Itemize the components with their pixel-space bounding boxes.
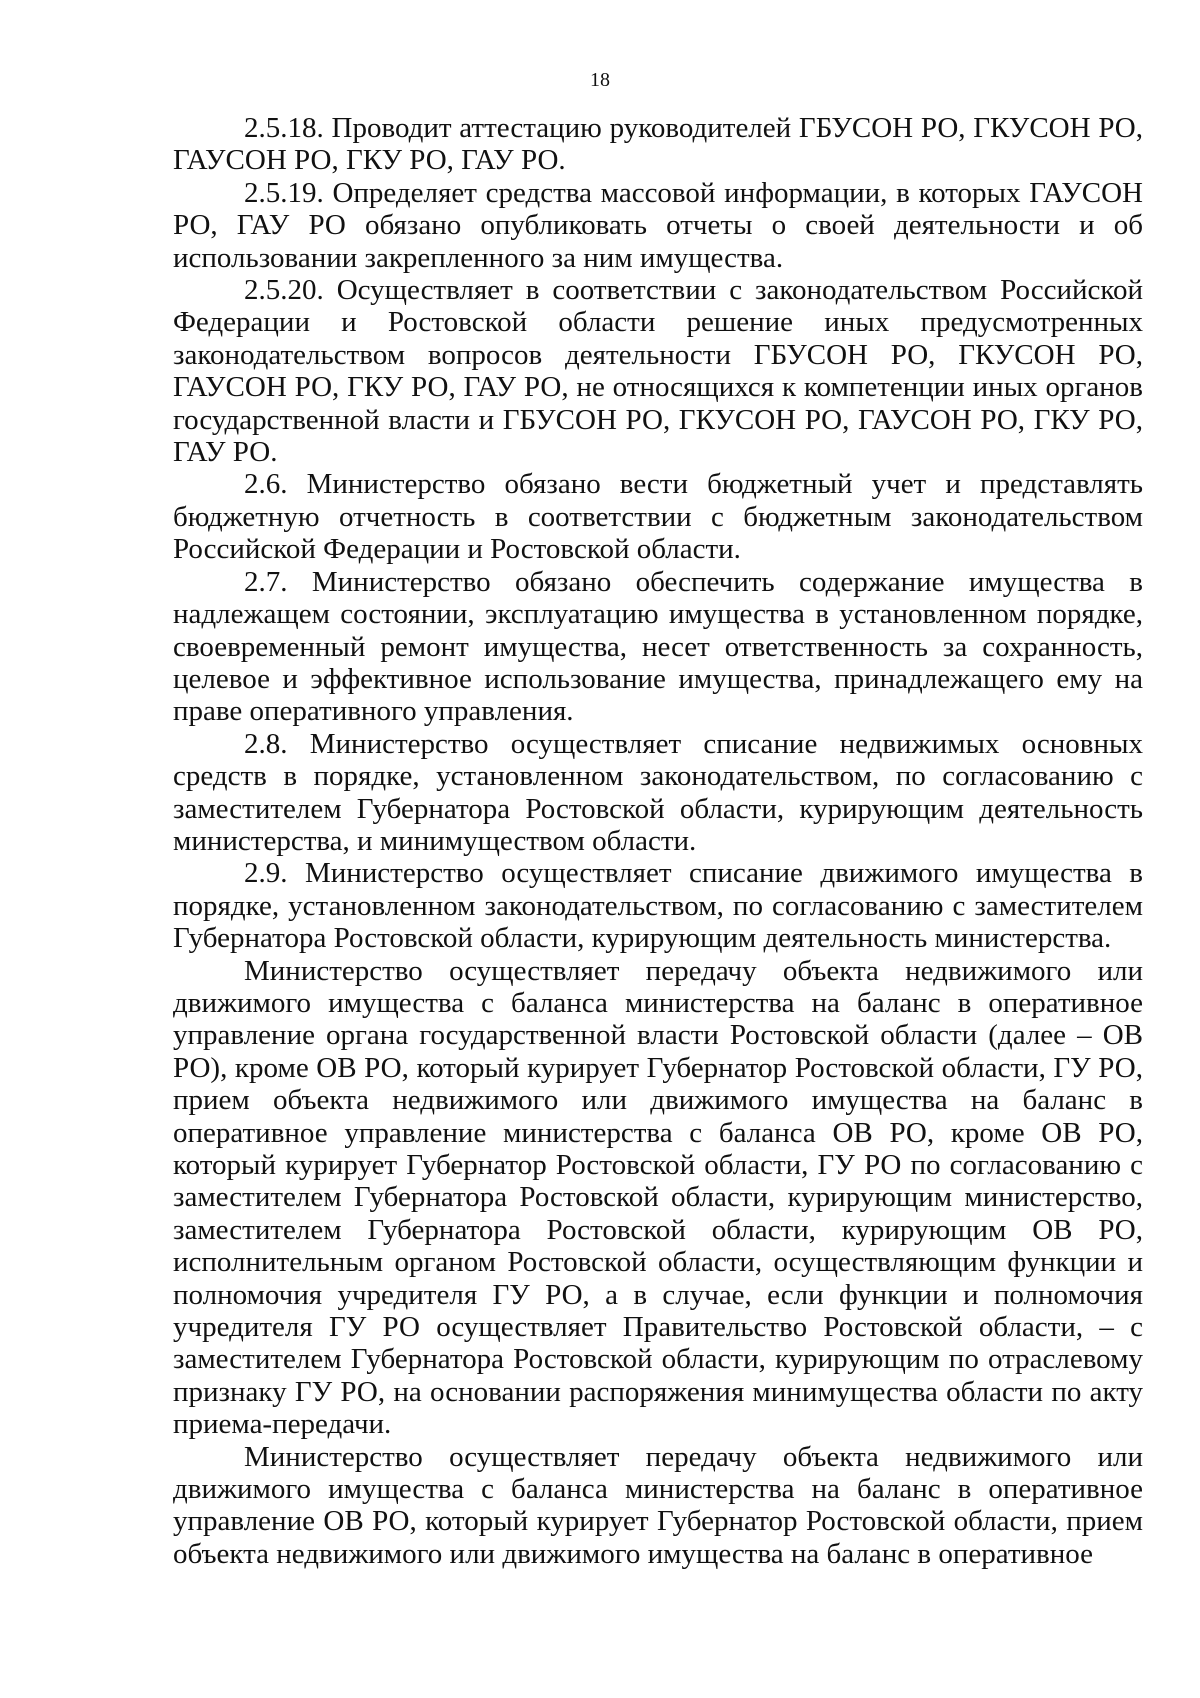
paragraph-2-5-18: 2.5.18. Проводит аттестацию руководителей ГБУСОН РО, ГКУСОН РО, ГАУСОН РО, ГКУ РО, ГАУ РО.: [173, 112, 1143, 177]
paragraph-transfer-2: Министерство осуществляет передачу объекта недвижимого или движимого имущества с баланса министерства на баланс в оперативное управление ОВ РО, который курирует Губернатор Ростовской области, прием объекта недвижимого или движимого имущества на баланс в оперативное: [173, 1440, 1143, 1570]
paragraph-2-5-20: 2.5.20. Осуществляет в соответствии с законодательством Российской Федерации и Ростовской области решение иных предусмотренных законодательством вопросов деятельности ГБУСОН РО, ГКУСОН РО, ГАУСОН РО, ГКУ РО, ГАУ РО, не относящихся к компетенции иных органов государственной власти и ГБУСОН РО, ГКУСОН РО, ГАУСОН РО, ГКУ РО, ГАУ РО.: [173, 274, 1143, 469]
paragraph-2-6: 2.6. Министерство обязано вести бюджетный учет и представлять бюджетную отчетность в соответствии с бюджетным законодательством Российской Федерации и Ростовской области.: [173, 468, 1143, 566]
paragraph-2-7: 2.7. Министерство обязано обеспечить содержание имущества в надлежащем состоянии, эксплуатацию имущества в установленном порядке, своевременный ремонт имущества, несет ответственность за сохранность, целевое и эффективное использование имущества, принадлежащего ему на праве оперативного управления.: [173, 565, 1143, 728]
document-body: [173, 112, 1143, 1570]
page-number: 18: [590, 69, 610, 91]
paragraph-2-5-19: 2.5.19. Определяет средства массовой информации, в которых ГАУСОН РО, ГАУ РО обязано опубликовать отчеты о своей деятельности и об использовании закрепленного за ним имущества.: [173, 176, 1143, 274]
paragraph-transfer-1: Министерство осуществляет передачу объекта недвижимого или движимого имущества с баланса министерства на баланс в оперативное управление органа государственной власти Ростовской области (далее – ОВ РО), кроме ОВ РО, который курирует Губернатор Ростовской области, ГУ РО, прием объекта недвижимого или движимого имущества на баланс в оперативное управление министерства с баланса ОВ РО, кроме ОВ РО, который курирует Губернатор Ростовской области, ГУ РО по согласованию с заместителем Губернатора Ростовской области, курирующим министерство, заместителем Губернатора Ростовской области, курирующим ОВ РО, исполнительным органом Ростовской области, осуществляющим функции и полномочия учредителя ГУ РО, а в случае, если функции и полномочия учредителя ГУ РО осуществляет Правительство Ростовской области, – с заместителем Губернатора Ростовской области, курирующим по отраслевому признаку ГУ РО, на основании распоряжения минимущества области по акту приема-передачи.: [173, 954, 1143, 1441]
paragraph-2-8: 2.8. Министерство осуществляет списание недвижимых основных средств в порядке, установленном законодательством, по согласованию с заместителем Губернатора Ростовской области, курирующим деятельность министерства, и минимуществом области.: [173, 727, 1143, 857]
paragraph-2-9: 2.9. Министерство осуществляет списание движимого имущества в порядке, установленном законодательством, по согласованию с заместителем Губернатора Ростовской области, курирующим деятельность министерства.: [173, 857, 1143, 955]
